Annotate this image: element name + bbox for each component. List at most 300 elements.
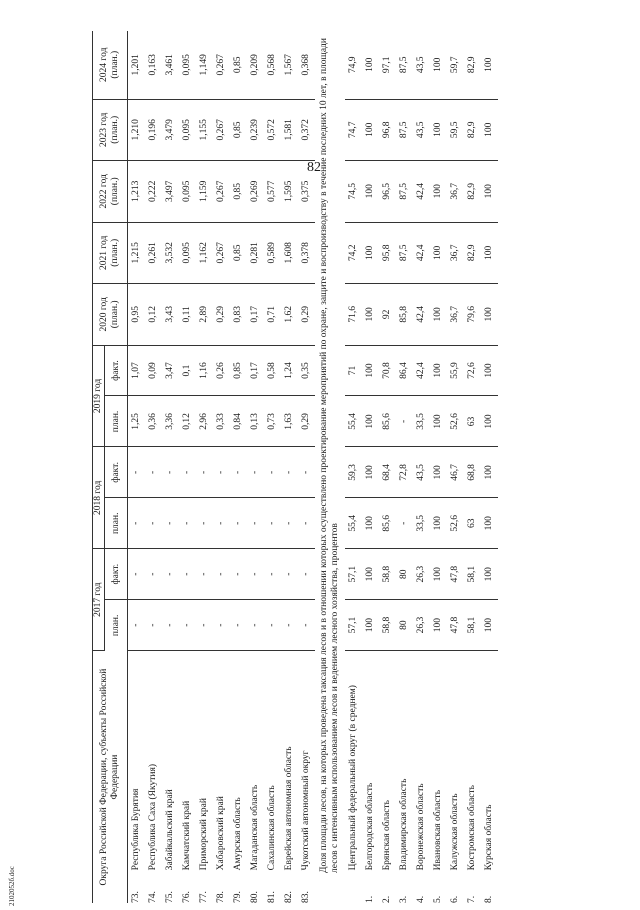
value-cell: 0,239 <box>247 99 264 161</box>
value-cell: 97,1 <box>379 31 396 99</box>
table-row <box>128 31 146 903</box>
value-cell: 85,6 <box>379 396 396 447</box>
row-number: 80. <box>250 891 260 903</box>
row-number: 6. <box>450 895 460 903</box>
value-cell: - <box>179 549 196 600</box>
value-cell: 100 <box>481 161 498 223</box>
value-cell: 100 <box>362 447 379 498</box>
value-cell: 100 <box>481 396 498 447</box>
region-name: Костромская область <box>467 784 477 871</box>
value-cell: 0,85 <box>230 222 247 284</box>
value-cell: - <box>213 498 230 549</box>
value-cell: - <box>298 600 315 651</box>
value-cell: 0,568 <box>264 31 281 99</box>
value-cell: 55,4 <box>345 396 362 447</box>
value-cell: 26,3 <box>413 600 430 651</box>
region-name: Еврейская автономная область <box>284 746 294 871</box>
value-cell: 100 <box>481 99 498 161</box>
value-cell: 1,16 <box>196 345 213 396</box>
value-cell: 0,17 <box>247 284 264 346</box>
value-cell: 0,589 <box>264 222 281 284</box>
value-cell: - <box>179 498 196 549</box>
value-cell: 36,7 <box>447 161 464 223</box>
region-name: Амурская область <box>233 797 243 871</box>
value-cell: 1,159 <box>196 161 213 223</box>
value-cell: - <box>128 600 146 651</box>
value-cell: - <box>196 600 213 651</box>
value-cell: 55,9 <box>447 345 464 396</box>
row-number: 7. <box>467 895 477 903</box>
year-2017-header: 2017 год <box>93 549 105 651</box>
value-cell: 1,155 <box>196 99 213 161</box>
value-cell: 0,222 <box>145 161 162 223</box>
region-name: Забайкальский край <box>165 789 175 871</box>
value-cell: 100 <box>430 222 447 284</box>
row-number: 77. <box>199 891 209 903</box>
value-cell: 82,9 <box>464 222 481 284</box>
value-cell: - <box>128 549 146 600</box>
value-cell: - <box>298 447 315 498</box>
region-name: Магаданская область <box>250 784 260 871</box>
value-cell: 0,095 <box>179 222 196 284</box>
year-2018-header: 2018 год <box>93 447 105 549</box>
row-number <box>345 873 362 903</box>
value-cell: 82,9 <box>464 99 481 161</box>
row-number: 2. <box>382 895 392 903</box>
region-name: Республика Саха (Якутия) <box>148 764 158 871</box>
value-cell: 100 <box>481 31 498 99</box>
value-cell: - <box>179 447 196 498</box>
table-row <box>396 31 413 903</box>
table-row <box>196 31 213 903</box>
statistics-table <box>92 31 498 903</box>
value-cell: 0,375 <box>298 161 315 223</box>
value-cell: 1,24 <box>281 345 298 396</box>
value-cell: 3,461 <box>162 31 179 99</box>
value-cell: 2,89 <box>196 284 213 346</box>
row-number: 3. <box>399 895 409 903</box>
row-number: 74. <box>148 891 158 903</box>
value-cell: 3,36 <box>162 396 179 447</box>
value-cell: 0,85 <box>230 161 247 223</box>
value-cell: 3,532 <box>162 222 179 284</box>
row-number: 81. <box>267 891 277 903</box>
value-cell: 74,9 <box>345 31 362 99</box>
value-cell: 58,1 <box>464 549 481 600</box>
value-cell: 0,29 <box>298 284 315 346</box>
value-cell: 1,201 <box>128 31 146 99</box>
value-cell: 55,4 <box>345 498 362 549</box>
value-cell: 47,8 <box>447 600 464 651</box>
page-number: 82 <box>307 160 321 175</box>
value-cell: - <box>145 549 162 600</box>
table-row <box>345 31 362 903</box>
value-cell: 0,29 <box>298 396 315 447</box>
value-cell: 100 <box>481 345 498 396</box>
value-cell: 0,58 <box>264 345 281 396</box>
value-cell: 63 <box>464 498 481 549</box>
value-cell: - <box>264 549 281 600</box>
value-cell: 0,17 <box>247 345 264 396</box>
value-cell: 95,8 <box>379 222 396 284</box>
region-name: Владимирская область <box>399 778 409 871</box>
value-cell: 0,35 <box>298 345 315 396</box>
region-name: Сахалинская область <box>267 785 277 871</box>
value-cell: 36,7 <box>447 284 464 346</box>
value-cell: 0,269 <box>247 161 264 223</box>
region-name: Калужская область <box>450 793 460 871</box>
value-cell: 82,9 <box>464 31 481 99</box>
value-cell: 72,6 <box>464 345 481 396</box>
value-cell: 0,095 <box>179 99 196 161</box>
row-number: 79. <box>233 891 243 903</box>
value-cell: 1,213 <box>128 161 146 223</box>
value-cell: 0,26 <box>213 345 230 396</box>
value-cell: 1,608 <box>281 222 298 284</box>
value-cell: 68,4 <box>379 447 396 498</box>
value-cell: 100 <box>481 600 498 651</box>
value-cell: 1,210 <box>128 99 146 161</box>
table-row <box>230 31 247 903</box>
value-cell: - <box>281 447 298 498</box>
value-cell: - <box>298 498 315 549</box>
value-cell: 72,8 <box>396 447 413 498</box>
value-cell: 3,497 <box>162 161 179 223</box>
value-cell: 85,8 <box>396 284 413 346</box>
rotated-document <box>92 31 622 903</box>
region-name: Чукотский автономный округ <box>301 750 311 871</box>
value-cell: 0,83 <box>230 284 247 346</box>
value-cell: - <box>264 447 281 498</box>
value-cell: 0,12 <box>179 396 196 447</box>
value-cell: 0,267 <box>213 31 230 99</box>
value-cell: 100 <box>430 498 447 549</box>
value-cell: - <box>145 498 162 549</box>
value-cell: 100 <box>362 549 379 600</box>
value-cell: 58,8 <box>379 549 396 600</box>
value-cell: 87,5 <box>396 99 413 161</box>
value-cell: 1,25 <box>128 396 146 447</box>
value-cell: 0,163 <box>145 31 162 99</box>
value-cell: 96,8 <box>379 99 396 161</box>
value-cell: 100 <box>362 600 379 651</box>
plan-header: план. <box>105 498 128 549</box>
value-cell: 0,577 <box>264 161 281 223</box>
value-cell: 87,5 <box>396 222 413 284</box>
value-cell: 63 <box>464 396 481 447</box>
value-cell: 26,3 <box>413 549 430 600</box>
value-cell: 33,5 <box>413 396 430 447</box>
value-cell: - <box>196 549 213 600</box>
value-cell: 0,368 <box>298 31 315 99</box>
row-number: 4. <box>416 895 426 903</box>
value-cell: 3,43 <box>162 284 179 346</box>
region-name: Воронежская область <box>416 783 426 871</box>
value-cell: 1,595 <box>281 161 298 223</box>
value-cell: 42,4 <box>413 345 430 396</box>
value-cell: 58,8 <box>379 600 396 651</box>
value-cell: 100 <box>430 161 447 223</box>
value-cell: - <box>230 498 247 549</box>
value-cell: 100 <box>362 498 379 549</box>
table-row <box>447 31 464 903</box>
value-cell: - <box>128 498 146 549</box>
value-cell: 0,095 <box>179 31 196 99</box>
region-name: Хабаровский край <box>216 796 226 871</box>
value-cell: 0,372 <box>298 99 315 161</box>
value-cell: 0,12 <box>145 284 162 346</box>
value-cell: - <box>213 549 230 600</box>
value-cell: 100 <box>430 549 447 600</box>
value-cell: - <box>264 600 281 651</box>
year-2019-header: 2019 год <box>93 345 105 447</box>
value-cell: 2,96 <box>196 396 213 447</box>
table-row <box>481 31 498 903</box>
value-cell: 100 <box>430 31 447 99</box>
value-cell: 0,13 <box>247 396 264 447</box>
value-cell: - <box>281 600 298 651</box>
value-cell: - <box>213 600 230 651</box>
value-cell: - <box>230 447 247 498</box>
value-cell: 3,479 <box>162 99 179 161</box>
value-cell: - <box>264 498 281 549</box>
year-2024-header: 2024 год (план.) <box>93 31 128 99</box>
value-cell: - <box>179 600 196 651</box>
value-cell: 100 <box>430 284 447 346</box>
value-cell: 79,6 <box>464 284 481 346</box>
value-cell: - <box>396 498 413 549</box>
value-cell: 33,5 <box>413 498 430 549</box>
row-number: 83. <box>301 891 311 903</box>
value-cell: 100 <box>362 284 379 346</box>
value-cell: 1,63 <box>281 396 298 447</box>
region-name: Брянская область <box>382 799 392 871</box>
table-row <box>413 31 430 903</box>
value-cell: 0,267 <box>213 161 230 223</box>
value-cell: 1,62 <box>281 284 298 346</box>
value-cell: 1,215 <box>128 222 146 284</box>
value-cell: 80 <box>396 549 413 600</box>
table-row <box>145 31 162 903</box>
value-cell: 36,7 <box>447 222 464 284</box>
value-cell: 1,149 <box>196 31 213 99</box>
value-cell: - <box>396 396 413 447</box>
value-cell: - <box>196 447 213 498</box>
year-2022-header: 2022 год (план.) <box>93 161 128 223</box>
value-cell: 87,5 <box>396 31 413 99</box>
value-cell: 43,5 <box>413 447 430 498</box>
value-cell: 46,7 <box>447 447 464 498</box>
value-cell: - <box>213 447 230 498</box>
value-cell: 1,567 <box>281 31 298 99</box>
value-cell: 1,07 <box>128 345 146 396</box>
value-cell: 100 <box>430 99 447 161</box>
value-cell: 0,84 <box>230 396 247 447</box>
value-cell: - <box>281 498 298 549</box>
row-number: 73. <box>131 891 141 903</box>
row-number: 5. <box>433 895 443 903</box>
value-cell: - <box>230 549 247 600</box>
fact-header: факт. <box>105 447 128 498</box>
value-cell: 42,4 <box>413 284 430 346</box>
value-cell: - <box>247 447 264 498</box>
fact-header: факт. <box>105 345 128 396</box>
value-cell: 42,4 <box>413 222 430 284</box>
value-cell: 100 <box>481 222 498 284</box>
value-cell: 0,36 <box>145 396 162 447</box>
plan-header: план. <box>105 396 128 447</box>
value-cell: 86,4 <box>396 345 413 396</box>
value-cell: 0,267 <box>213 99 230 161</box>
value-cell: - <box>145 600 162 651</box>
value-cell: 100 <box>481 549 498 600</box>
value-cell: - <box>230 600 247 651</box>
value-cell: 0,196 <box>145 99 162 161</box>
value-cell: - <box>128 447 146 498</box>
value-cell: 100 <box>430 396 447 447</box>
row-number: 82. <box>284 891 294 903</box>
region-name: Камчатский край <box>182 800 192 871</box>
value-cell: - <box>247 600 264 651</box>
value-cell: 58,1 <box>464 600 481 651</box>
value-cell: - <box>247 498 264 549</box>
value-cell: 74,5 <box>345 161 362 223</box>
table-row <box>213 31 230 903</box>
footer-filename-text: 2102052б.doc <box>8 866 16 906</box>
value-cell: 47,8 <box>447 549 464 600</box>
value-cell: 0,095 <box>179 161 196 223</box>
row-number: 8. <box>484 895 494 903</box>
value-cell: 0,1 <box>179 345 196 396</box>
value-cell: 100 <box>362 396 379 447</box>
value-cell: 0,261 <box>145 222 162 284</box>
value-cell: 52,6 <box>447 498 464 549</box>
value-cell: - <box>247 549 264 600</box>
region-name: Белгородская область <box>365 782 375 871</box>
row-number: 76. <box>182 891 192 903</box>
value-cell: 70,8 <box>379 345 396 396</box>
table-row <box>247 31 264 903</box>
table-row <box>379 31 396 903</box>
value-cell: 87,5 <box>396 161 413 223</box>
value-cell: 100 <box>481 284 498 346</box>
value-cell: 100 <box>362 345 379 396</box>
value-cell: 0,267 <box>213 222 230 284</box>
value-cell: 0,572 <box>264 99 281 161</box>
value-cell: 71,6 <box>345 284 362 346</box>
value-cell: 100 <box>430 345 447 396</box>
value-cell: - <box>162 447 179 498</box>
table-row <box>362 31 379 903</box>
value-cell: 59,3 <box>345 447 362 498</box>
value-cell: 74,2 <box>345 222 362 284</box>
value-cell: - <box>162 600 179 651</box>
fact-header: факт. <box>105 549 128 600</box>
region-name: Приморский край <box>199 798 209 871</box>
table-body <box>128 31 499 903</box>
value-cell: 100 <box>430 600 447 651</box>
region-name: Центральный федеральный округ (в среднем) <box>348 685 358 871</box>
footer-filename <box>8 866 20 910</box>
value-cell: 57,1 <box>345 549 362 600</box>
value-cell: 100 <box>362 222 379 284</box>
value-cell: 59,7 <box>447 31 464 99</box>
table-row <box>298 31 315 903</box>
value-cell: 0,281 <box>247 222 264 284</box>
region-column-header: Округа Российской Федерации, субъекты Российской Федерации <box>93 651 128 903</box>
value-cell: - <box>281 549 298 600</box>
table-row <box>281 31 298 903</box>
table-row <box>179 31 196 903</box>
value-cell: 100 <box>362 99 379 161</box>
table-header <box>93 31 128 903</box>
row-number: 1. <box>365 895 375 903</box>
plan-header: план. <box>105 600 128 651</box>
value-cell: 43,5 <box>413 99 430 161</box>
year-2020-header: 2020 год (план.) <box>93 284 128 346</box>
value-cell: 57,1 <box>345 600 362 651</box>
value-cell: 100 <box>481 447 498 498</box>
region-name: Республика Бурятия <box>131 788 141 871</box>
section-heading: Доля площади лесов, на которых проведена таксация лесов и в отношении которых осуществлено проектирование мероприятий по охране, защите и воспроизводству в течение последних 10 лет, в площади лесов с интенсивным использованием лесов и ведением лесного хозяйства, процентов <box>319 38 340 873</box>
value-cell: 68,8 <box>464 447 481 498</box>
value-cell: 80 <box>396 600 413 651</box>
value-cell: 43,5 <box>413 31 430 99</box>
value-cell: 0,209 <box>247 31 264 99</box>
value-cell: 100 <box>362 31 379 99</box>
value-cell: 74,7 <box>345 99 362 161</box>
row-number: 75. <box>165 891 175 903</box>
region-name: Ивановская область <box>433 789 443 871</box>
value-cell: 0,85 <box>230 345 247 396</box>
value-cell: 0,73 <box>264 396 281 447</box>
table-row <box>162 31 179 903</box>
value-cell: 1,581 <box>281 99 298 161</box>
value-cell: - <box>162 498 179 549</box>
value-cell: 0,378 <box>298 222 315 284</box>
value-cell: 100 <box>362 161 379 223</box>
year-2021-header: 2021 год (план.) <box>93 222 128 284</box>
value-cell: 85,6 <box>379 498 396 549</box>
value-cell: 42,4 <box>413 161 430 223</box>
value-cell: 0,85 <box>230 31 247 99</box>
value-cell: 0,71 <box>264 284 281 346</box>
value-cell: 100 <box>481 498 498 549</box>
value-cell: 0,95 <box>128 284 146 346</box>
table-row <box>264 31 281 903</box>
value-cell: 1,162 <box>196 222 213 284</box>
value-cell: 100 <box>430 447 447 498</box>
year-2023-header: 2023 год (план.) <box>93 99 128 161</box>
value-cell: 71 <box>345 345 362 396</box>
value-cell: - <box>145 447 162 498</box>
row-number: 78. <box>216 891 226 903</box>
value-cell: 3,47 <box>162 345 179 396</box>
value-cell: 0,33 <box>213 396 230 447</box>
value-cell: - <box>196 498 213 549</box>
section-heading-row <box>315 31 345 903</box>
value-cell: 0,29 <box>213 284 230 346</box>
value-cell: - <box>162 549 179 600</box>
value-cell: 0,85 <box>230 99 247 161</box>
value-cell: 52,6 <box>447 396 464 447</box>
value-cell: 59,5 <box>447 99 464 161</box>
region-name: Курская область <box>484 804 494 871</box>
value-cell: 82,9 <box>464 161 481 223</box>
value-cell: - <box>298 549 315 600</box>
value-cell: 92 <box>379 284 396 346</box>
table-row <box>464 31 481 903</box>
